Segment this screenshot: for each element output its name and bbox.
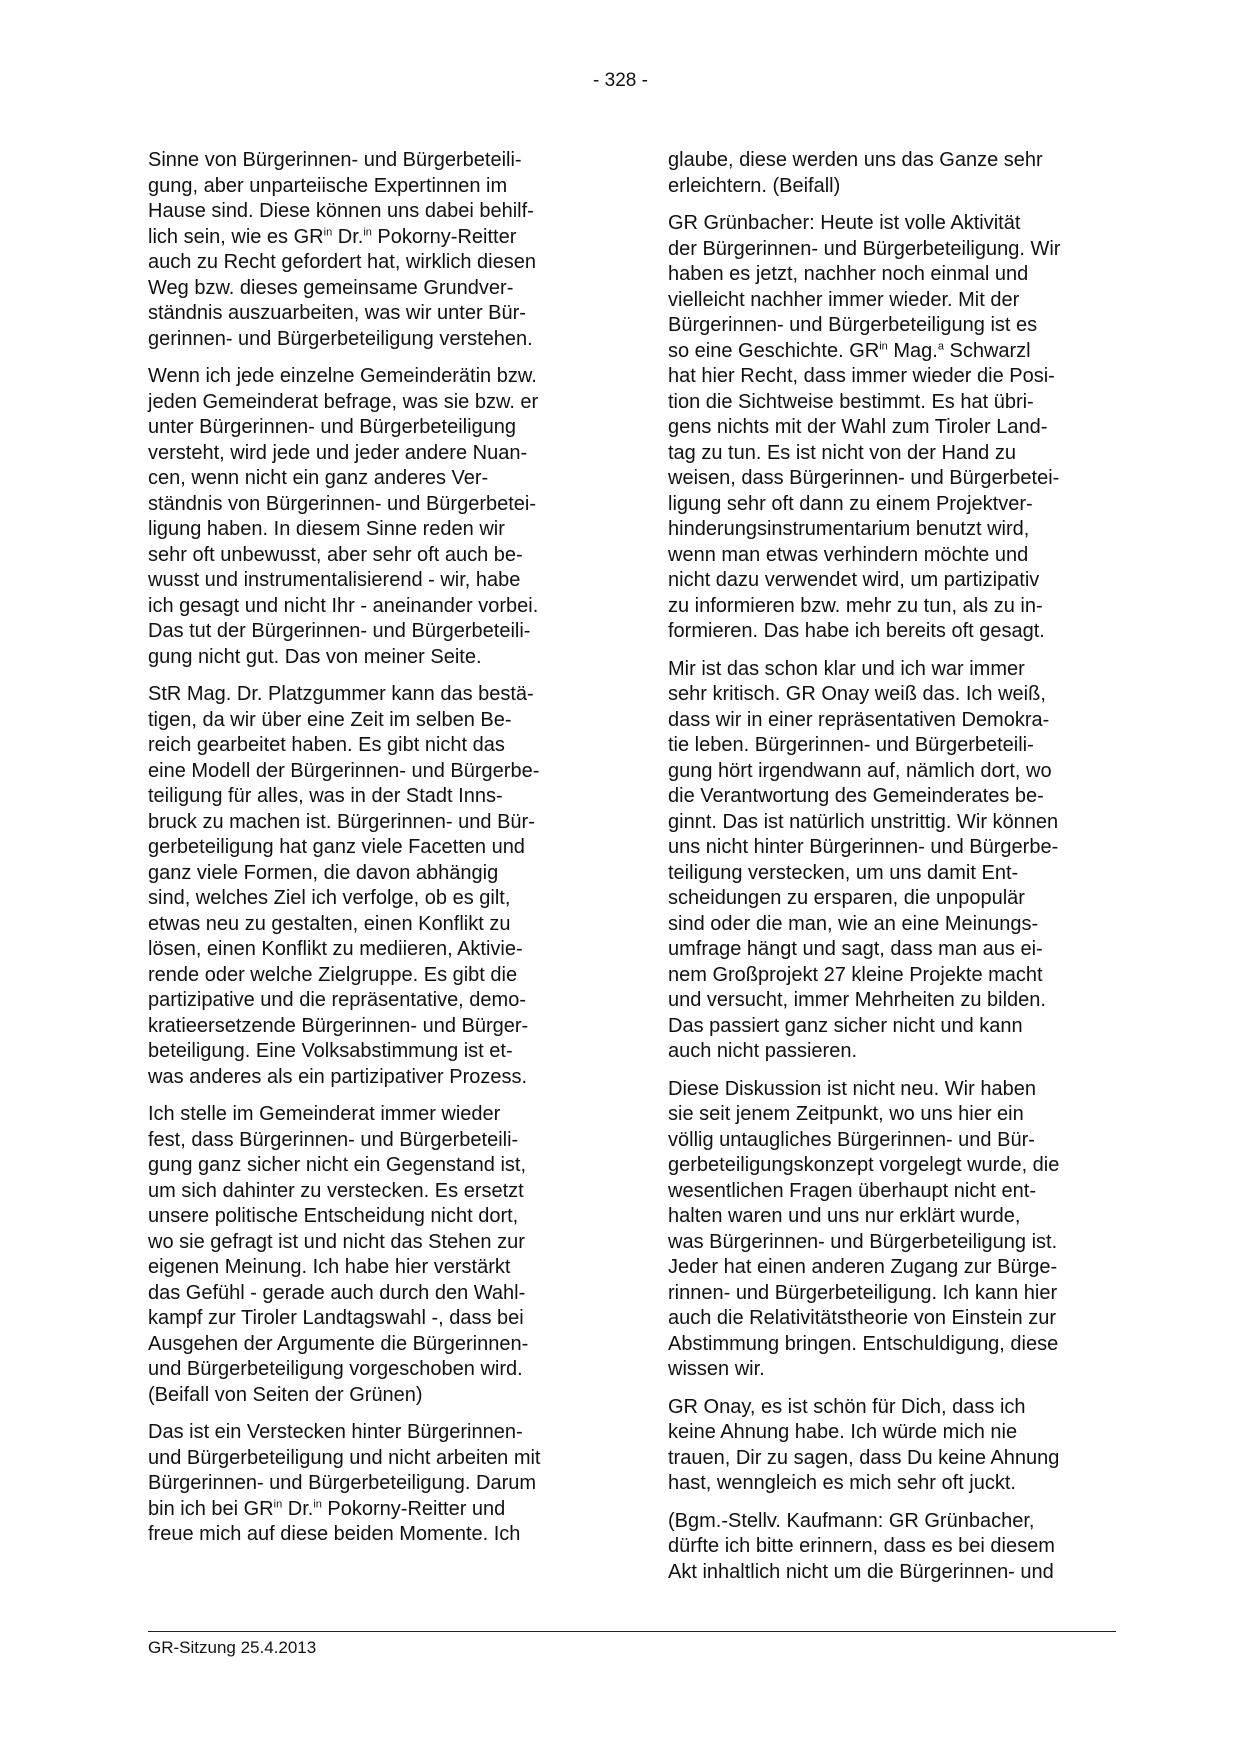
superscript: in <box>879 339 888 352</box>
text-line: unsere politische Entscheidung nicht dort, <box>148 1205 519 1227</box>
text-line <box>668 339 1128 365</box>
text-line: versteht, wird jede und jeder andere Nuan- <box>148 441 528 464</box>
text-line: bruck zu machen ist. Bürgerinnen- und Bür- <box>148 810 535 833</box>
text-line: ganz viele Formen, die davon abhängig <box>148 861 499 884</box>
text-run: so eine Geschichte. GR <box>668 339 880 362</box>
superscript: in <box>313 1497 322 1510</box>
text-run: Schwarzl <box>943 339 1031 362</box>
text-line: Ich stelle im Gemeinderat immer wieder <box>148 1103 501 1125</box>
text-line: unter Bürgerinnen- und Bürgerbeteiligung <box>148 416 517 438</box>
text-line: StR Mag. Dr. Platzgummer kann das bestä- <box>148 683 534 705</box>
superscript: a <box>937 339 944 352</box>
text-line: tag zu tun. Es ist nicht von der Hand zu <box>668 441 1016 464</box>
text-line: weisen, dass Bürgerinnen- und Bürgerbetei- <box>668 467 1060 489</box>
text-line: das Gefühl - gerade auch durch den Wahl- <box>148 1281 526 1304</box>
text-run: bin ich bei GR <box>148 1497 274 1520</box>
text-run: Pokorny-Reitter <box>371 225 517 248</box>
text-line: dass wir in einer repräsentativen Demokra- <box>668 708 1050 731</box>
paragraph <box>148 1102 603 1408</box>
text-line: sehr oft unbewusst, aber sehr oft auch be- <box>148 543 523 566</box>
text-line: uns nicht hinter Bürgerinnen- und Bürgerbe- <box>668 836 1059 858</box>
text-line: vielleicht nachher immer wieder. Mit der <box>668 288 1020 311</box>
text-line: freue mich auf diese beiden Momente. Ich <box>148 1523 521 1545</box>
text-line: Das ist ein Verstecken hinter Bürgerinnen- <box>148 1421 523 1443</box>
paragraph <box>668 148 1128 199</box>
text-line: tion die Sichtweise bestimmt. Es hat übri- <box>668 390 1034 413</box>
text-line: GR Onay, es ist schön für Dich, dass ich <box>668 1395 1026 1418</box>
paragraph <box>148 682 603 1090</box>
text-line: halten waren und uns nur erklärt wurde, <box>668 1205 1021 1227</box>
text-line: wesentlichen Fragen überhaupt nicht ent- <box>668 1179 1037 1202</box>
text-line: wissen wir. <box>668 1358 765 1380</box>
text-line: kampf zur Tiroler Landtagswahl -, dass bei <box>148 1307 524 1329</box>
text-line: Bürgerinnen- und Bürgerbeteiligung. Darum <box>148 1472 537 1494</box>
text-line: trauen, Dir zu sagen, dass Du keine Ahnung <box>668 1446 1060 1469</box>
text-line: wusst und instrumentalisierend - wir, habe <box>148 569 521 591</box>
text-line: sie seit jenem Zeitpunkt, wo uns hier ein <box>668 1103 1024 1125</box>
text-line: völlig untaugliches Bürgerinnen- und Bür- <box>668 1128 1035 1151</box>
text-line: Jeder hat einen anderen Zugang zur Bürge- <box>668 1256 1058 1278</box>
paragraph <box>668 1077 1128 1383</box>
text-line: Weg bzw. dieses gemeinsame Grundver- <box>148 276 514 299</box>
text-line: gung ganz sicher nicht ein Gegenstand ist, <box>148 1154 527 1176</box>
text-line: ligung sehr oft dann zu einem Projektver- <box>668 492 1033 515</box>
text-line: zu informieren bzw. mehr zu tun, als zu in- <box>668 594 1043 617</box>
text-line: erleichtern. (Beifall) <box>668 174 841 197</box>
text-line: ich gesagt und nicht Ihr - aneinander vorbei. <box>148 594 539 617</box>
text-line: keine Ahnung habe. Ich würde mich nie <box>668 1421 1018 1443</box>
text-line: gens nichts mit der Wahl zum Tiroler Land- <box>668 416 1048 438</box>
text-line: gerbeteiligung hat ganz viele Facetten und <box>148 836 525 858</box>
text-line: tie leben. Bürgerinnen- und Bürgerbeteili- <box>668 734 1034 756</box>
text-line: sind oder die man, wie an eine Meinungs- <box>668 912 1039 935</box>
text-line: reich gearbeitet haben. Es gibt nicht das <box>148 734 505 756</box>
paragraph <box>148 364 603 670</box>
text-line: rinnen- und Bürgerbeteiligung. Ich kann hier <box>668 1281 1058 1304</box>
footer-session-date: GR-Sitzung 25.4.2013 <box>148 1638 317 1657</box>
text-line: gung nicht gut. Das von meiner Seite. <box>148 645 482 668</box>
text-line: sind, welches Ziel ich verfolge, ob es gilt, <box>148 887 511 909</box>
text-run: Dr. <box>332 225 364 248</box>
paragraph <box>148 1420 603 1548</box>
text-line: beteiligung. Eine Volksabstimmung ist et- <box>148 1040 513 1062</box>
text-line: um sich dahinter zu verstecken. Es ersetzt <box>148 1179 524 1202</box>
text-line <box>148 1497 603 1523</box>
text-line: die Verantwortung des Gemeinderates be- <box>668 785 1044 807</box>
text-line: auch die Relativitätstheorie von Einstein zur <box>668 1307 1056 1329</box>
text-run: Pokorny-Reitter und <box>321 1497 506 1520</box>
text-line: und Bürgerbeteiligung und nicht arbeiten mit <box>148 1446 541 1469</box>
text-line: fest, dass Bürgerinnen- und Bürgerbeteili- <box>148 1128 519 1151</box>
text-line: teiligung verstecken, um uns damit Ent- <box>668 861 1019 884</box>
text-line: Das tut der Bürgerinnen- und Bürgerbeteili- <box>148 620 531 642</box>
text-line: ständnis von Bürgerinnen- und Bürgerbetei- <box>148 492 537 515</box>
text-line: wo sie gefragt ist und nicht das Stehen zur <box>148 1230 525 1253</box>
text-line: Wenn ich jede einzelne Gemeinderätin bzw. <box>148 365 537 387</box>
text-line: eigenen Meinung. Ich habe hier verstärkt <box>148 1256 511 1278</box>
text-line: etwas neu zu gestalten, einen Konflikt zu <box>148 912 511 935</box>
text-line: rende oder welche Zielgruppe. Es gibt die <box>148 963 518 986</box>
text-line: Mir ist das schon klar und ich war immer <box>668 657 1025 680</box>
text-line: partizipative und die repräsentative, demo- <box>148 989 526 1011</box>
text-line: hat hier Recht, dass immer wieder die Posi- <box>668 365 1055 387</box>
text-line: haben es jetzt, nachher noch einmal und <box>668 263 1029 285</box>
left-column <box>148 148 603 1560</box>
text-line: glaube, diese werden uns das Ganze sehr <box>668 149 1043 171</box>
text-line: was Bürgerinnen- und Bürgerbeteiligung ist. <box>668 1230 1058 1253</box>
text-line: wenn man etwas verhindern möchte und <box>668 543 1029 566</box>
text-line: teiligung für alles, was in der Stadt Inns- <box>148 785 503 807</box>
page-number: - 328 - <box>593 70 648 91</box>
text-line: umfrage hängt und sagt, dass man aus ei- <box>668 938 1043 960</box>
text-line: ginnt. Das ist natürlich unstrittig. Wir können <box>668 810 1059 833</box>
text-line: gung hört irgendwann auf, nämlich dort, wo <box>668 759 1052 782</box>
paragraph <box>668 1395 1128 1497</box>
text-line: Ausgehen der Argumente die Bürgerinnen- <box>148 1332 529 1355</box>
text-line: und Bürgerbeteiligung vorgeschoben wird. <box>148 1358 523 1380</box>
text-line: der Bürgerinnen- und Bürgerbeteiligung. Wir <box>668 237 1061 260</box>
text-line: (Bgm.-Stellv. Kaufmann: GR Grünbacher, <box>668 1509 1035 1532</box>
text-line: hast, wenngleich es mich sehr oft juckt. <box>668 1472 1016 1494</box>
text-line: Sinne von Bürgerinnen- und Bürgerbeteili- <box>148 149 522 171</box>
text-line: Das passiert ganz sicher nicht und kann <box>668 1014 1023 1037</box>
text-line: lösen, einen Konflikt zu mediieren, Aktivie- <box>148 938 523 960</box>
footer-divider <box>148 1631 1116 1632</box>
right-column <box>668 148 1128 1597</box>
superscript: in <box>273 1497 283 1510</box>
text-line: dürfte ich bitte erinnern, dass es bei diesem <box>668 1535 1055 1557</box>
text-line: GR Grünbacher: Heute ist volle Aktivität <box>668 212 1021 234</box>
text-line: Akt inhaltlich nicht um die Bürgerinnen- und <box>668 1560 1054 1583</box>
text-line: ligung haben. In diesem Sinne reden wir <box>148 518 505 540</box>
text-line: nicht dazu verwendet wird, um partizipativ <box>668 569 1040 591</box>
paragraph <box>148 148 603 352</box>
text-line: was anderes als ein partizipativer Prozess. <box>148 1065 528 1088</box>
paragraph <box>668 657 1128 1065</box>
text-line: nem Großprojekt 27 kleine Projekte macht <box>668 963 1043 986</box>
paragraph <box>668 1509 1128 1586</box>
text-line: cen, wenn nicht ein ganz anderes Ver- <box>148 467 489 489</box>
text-line: auch nicht passieren. <box>668 1040 858 1062</box>
superscript: in <box>363 225 372 238</box>
text-line: Bürgerinnen- und Bürgerbeteiligung ist es <box>668 314 1038 336</box>
text-line: (Beifall von Seiten der Grünen) <box>148 1383 423 1406</box>
text-line: gung, aber unparteiische Expertinnen im <box>148 174 508 197</box>
text-run: Mag. <box>887 339 938 362</box>
text-line <box>148 225 603 251</box>
text-line: formieren. Das habe ich bereits oft gesagt. <box>668 620 1045 642</box>
text-line: scheidungen zu ersparen, die unpopulär <box>668 887 1025 909</box>
superscript: in <box>323 225 333 238</box>
text-run: Dr. <box>282 1497 314 1520</box>
text-line: gerinnen- und Bürgerbeteiligung verstehen. <box>148 327 533 350</box>
paragraph <box>668 211 1128 645</box>
text-line: sehr kritisch. GR Onay weiß das. Ich weiß, <box>668 683 1046 705</box>
text-line: Abstimmung bringen. Entschuldigung, diese <box>668 1332 1059 1355</box>
text-line: Hause sind. Diese können uns dabei behilf- <box>148 200 534 222</box>
text-line: jeden Gemeinderat befrage, was sie bzw. er <box>148 390 539 413</box>
text-line: tigen, da wir über eine Zeit im selben Be- <box>148 708 512 731</box>
text-line: eine Modell der Bürgerinnen- und Bürgerbe- <box>148 759 540 782</box>
text-line: gerbeteiligungskonzept vorgelegt wurde, die <box>668 1154 1060 1176</box>
text-line: hinderungsinstrumentarium benutzt wird, <box>668 518 1030 540</box>
text-line: Diese Diskussion ist nicht neu. Wir haben <box>668 1077 1036 1100</box>
text-line: auch zu Recht gefordert hat, wirklich diesen <box>148 251 536 273</box>
text-line: und versucht, immer Mehrheiten zu bilden. <box>668 989 1046 1011</box>
text-line: kratieersetzende Bürgerinnen- und Bürger- <box>148 1014 529 1037</box>
text-run: lich sein, wie es GR <box>148 225 324 248</box>
text-line: ständnis auszuarbeiten, was wir unter Bür- <box>148 302 526 324</box>
